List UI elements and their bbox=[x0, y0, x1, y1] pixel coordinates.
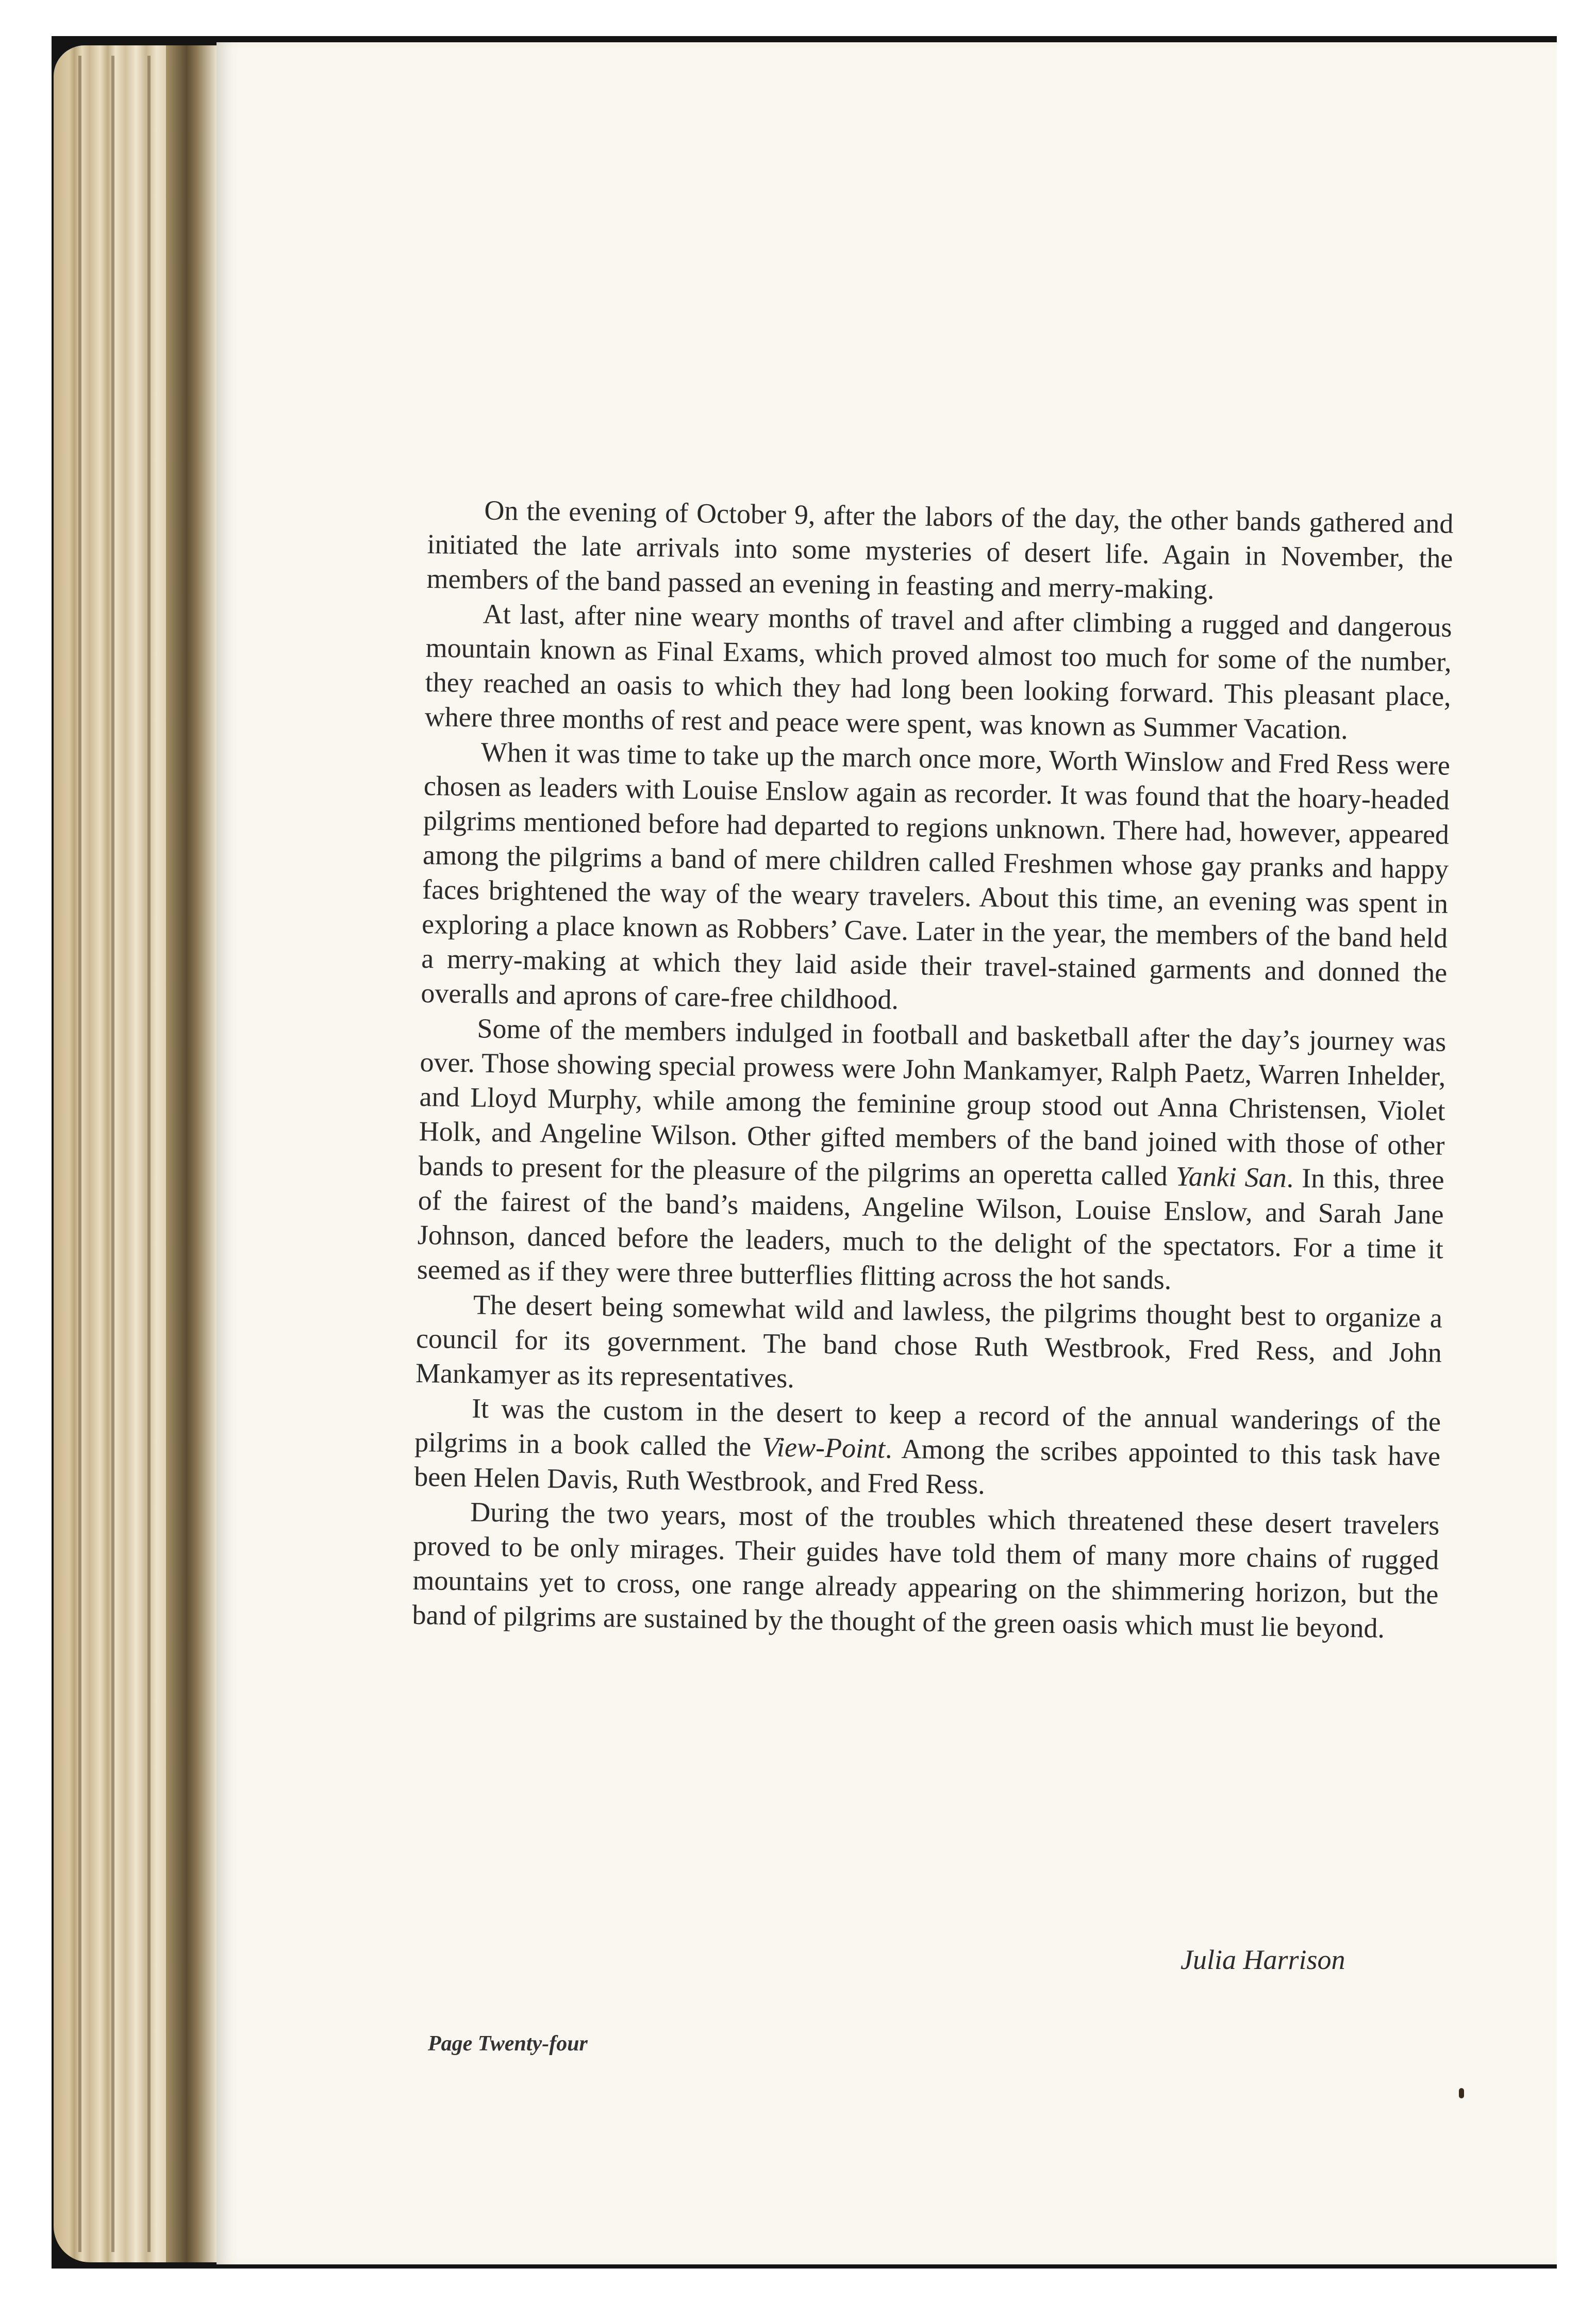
author-signature: Julia Harrison bbox=[1181, 1944, 1345, 1975]
paragraph-text: When it was time to take up the march once more, Worth Winslow and Fred Ress were chosen as leaders with Louise Enslow again as recorder. It was found that the hoary-headed pilgrims mentioned before had departed to regions unknown. There had, however, appeared among the pilgrims a band of mere children called Freshmen whose gay pranks and happy faces brightened the way of the weary travelers. About this time, an evening was spent in exploring a place known as Robbers’ Cave. Later in the year, the members of the band held a merry-making at which they laid aside their travel-stained garments and donned the overalls and aprons of care-free childhood. bbox=[421, 736, 1451, 1015]
body-paragraph bbox=[424, 596, 1452, 749]
ink-speck bbox=[1459, 2088, 1464, 2098]
body-paragraph bbox=[421, 734, 1450, 1025]
paragraph-text: . In this, three of the fairest of the band’s maidens, Angeline Wilson, Louise Enslow, and Sarah Jane Johnson, danced before the leaders, much to the delight of the spectators. For a time it seemed as if they were three butterflies flitting across the hot sands. bbox=[417, 1162, 1444, 1296]
paragraph-text: At last, after nine weary months of travel and after climbing a rugged and dangerous mountain known as Final Exams, which proved almost too much for some of the number, they reached an oasis to which they had long been looking forward. This pleasant place, where three months of rest and peace were spent, was known as Summer Vacation. bbox=[424, 598, 1452, 745]
body-paragraph bbox=[415, 1287, 1443, 1405]
paragraph-text: . Among the scribes appointed to this task have been Helen Davis, Ruth Westbrook, and Fred Ress. bbox=[413, 1433, 1441, 1500]
paragraph-text: Some of the members indulged in football and basketball after the day’s journey was over. Those showing special prowess were John Mankamyer, Ralph Paetz, Warren Inhelder, and Lloyd Murphy, while among the feminine group stood out Anna Christensen, Violet Holk, and Angeline Wilson. Other gifted members of the band joined with those of other bands to present for the pleasure of the pilgrims an operetta called bbox=[418, 1013, 1447, 1192]
body-paragraph bbox=[417, 1011, 1446, 1301]
page-number: Page Twenty-four bbox=[428, 2032, 588, 2056]
paragraph-text: It was the custom in the desert to keep a record of the annual wanderings of the pilgrims in a book called the bbox=[414, 1393, 1441, 1463]
body-paragraph bbox=[426, 492, 1454, 610]
page-edge-line bbox=[78, 56, 81, 2252]
paragraph-text: On the evening of October 9, after the labors of the day, the other bands gathered and initiated the late arrivals into some mysteries of desert life. Again in November, the members of the band passed an evening in feasting and merry-making. bbox=[426, 494, 1454, 605]
page-edge-line bbox=[147, 56, 151, 2252]
paragraph-text: During the two years, most of the troubles which threatened these desert travelers proved to be only mirages. Their guides have told them of many more chains of rugged mountains yet to cross, one range already appearing on the shimmering horizon, but the band of pilgrims are sustained by the thought of the green oasis which must lie beyond. bbox=[412, 1496, 1440, 1644]
page-edge-line bbox=[111, 56, 114, 2252]
book-gutter bbox=[166, 45, 218, 2262]
body-paragraph bbox=[414, 1390, 1441, 1509]
italic-title: View-Point bbox=[761, 1431, 886, 1464]
article-body bbox=[412, 492, 1454, 1647]
italic-title: Yanki San bbox=[1175, 1161, 1287, 1194]
body-paragraph bbox=[412, 1494, 1440, 1647]
paragraph-text: The desert being somewhat wild and lawless, the pilgrims thought best to organize a council for its government. The band chose Ruth Westbrook, Fred Ress, and John Mankamyer as its representatives. bbox=[415, 1289, 1443, 1394]
